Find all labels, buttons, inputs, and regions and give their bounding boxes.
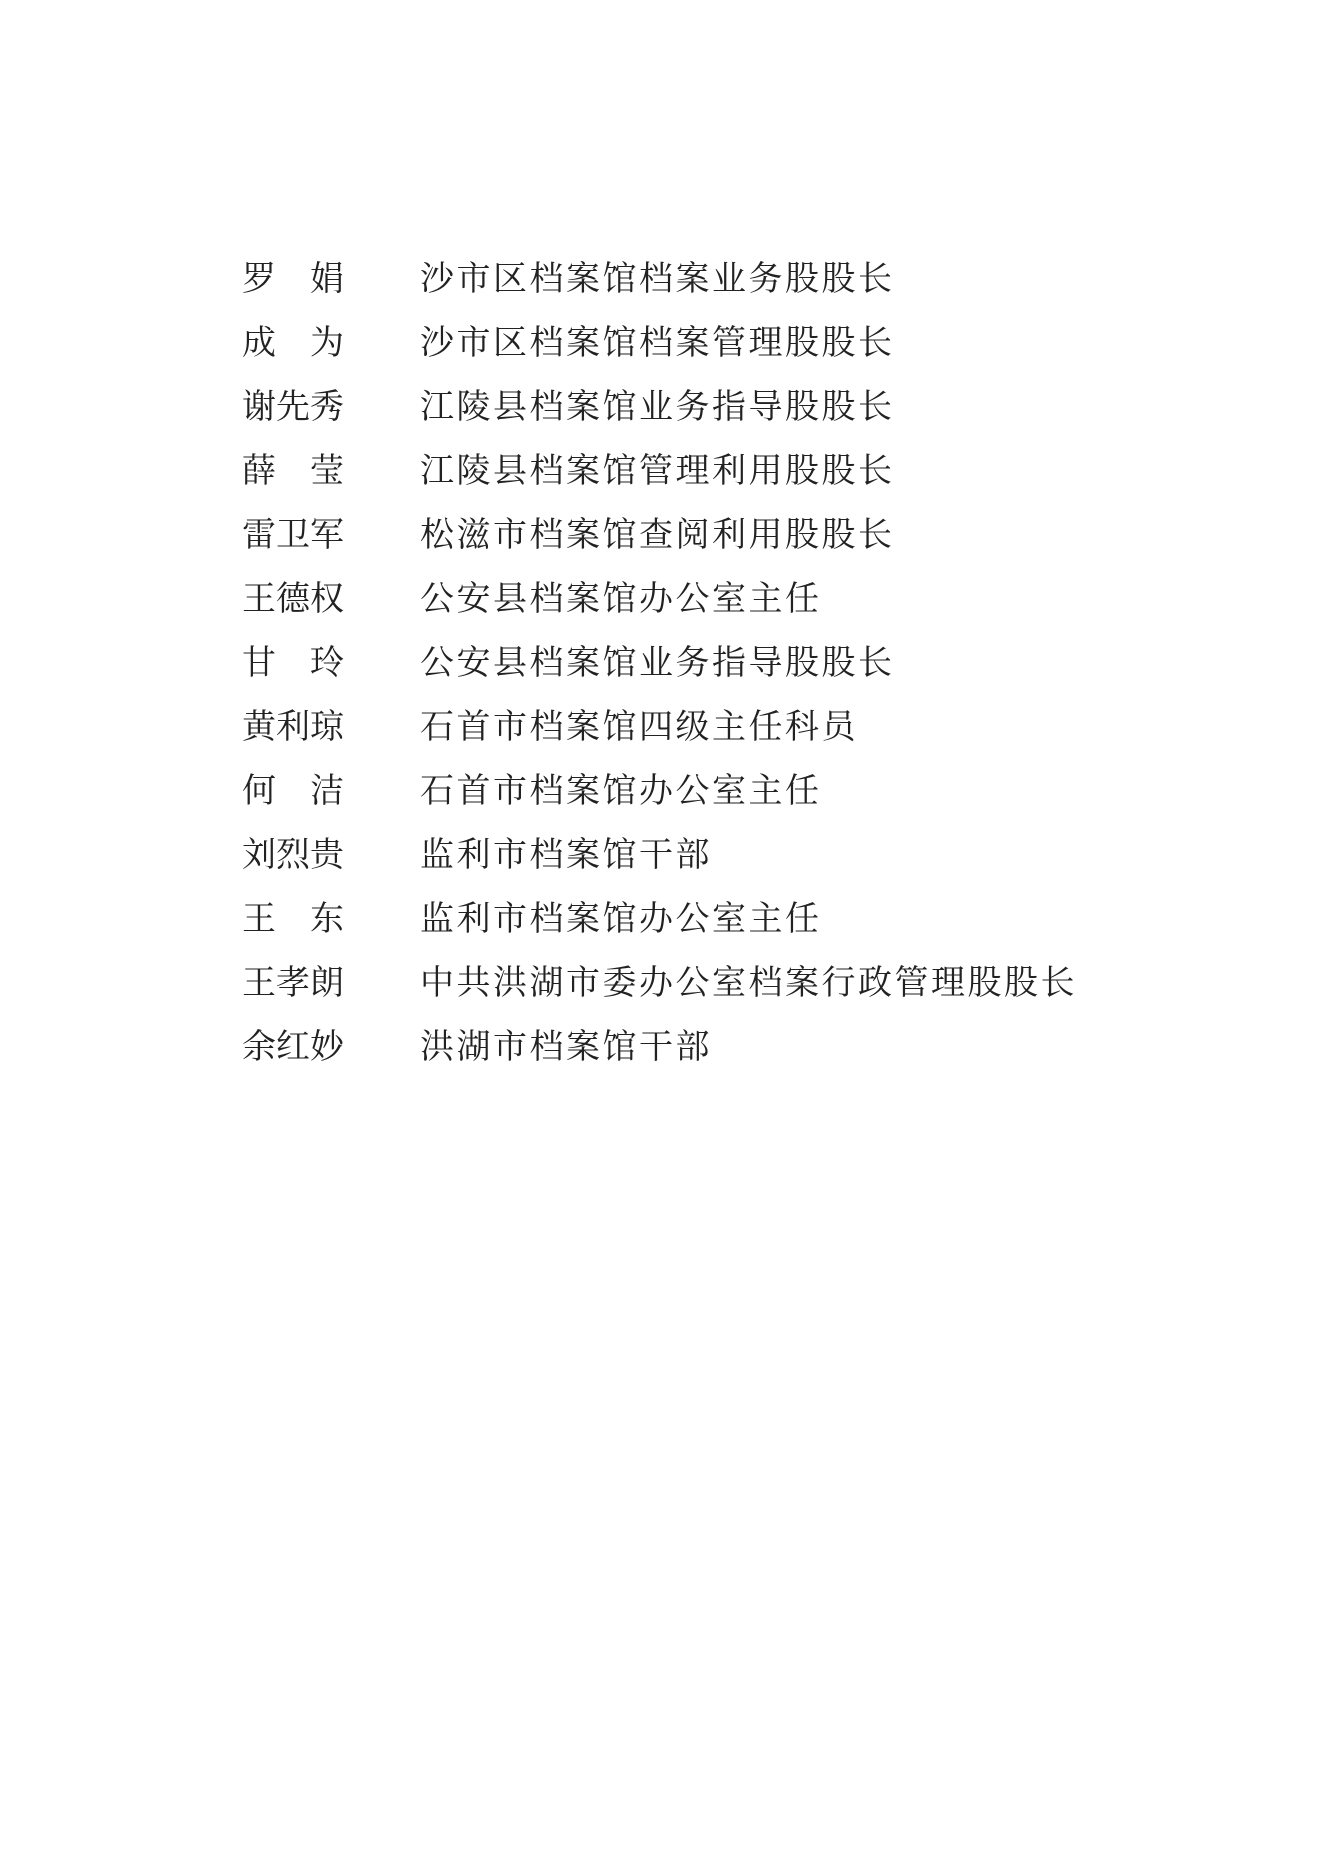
person-name: 王孝朗: [242, 962, 344, 1003]
person-position: 沙市区档案馆档案管理股股长: [420, 322, 895, 363]
person-position: 江陵县档案馆管理利用股股长: [420, 450, 895, 491]
list-item: [242, 371, 1077, 435]
person-name: 罗娟: [242, 258, 378, 299]
person-position: 江陵县档案馆业务指导股股长: [420, 386, 895, 427]
person-name: 甘玲: [242, 642, 378, 683]
list-item: [242, 1011, 1077, 1075]
list-item: [242, 755, 1077, 819]
person-name: 王东: [242, 898, 378, 939]
person-position: 石首市档案馆四级主任科员: [420, 706, 858, 747]
person-name: 王德权: [242, 578, 344, 619]
list-item: [242, 499, 1077, 563]
person-position: 监利市档案馆办公室主任: [420, 898, 822, 939]
person-name: 刘烈贵: [242, 834, 344, 875]
list-item: [242, 819, 1077, 883]
list-item: [242, 883, 1077, 947]
person-position: 中共洪湖市委办公室档案行政管理股股长: [420, 962, 1077, 1003]
person-name: 黄利琼: [242, 706, 344, 747]
person-name: 薛莹: [242, 450, 378, 491]
person-position: 公安县档案馆办公室主任: [420, 578, 822, 619]
list-item: [242, 947, 1077, 1011]
person-name: 雷卫军: [242, 514, 344, 555]
person-name: 余红妙: [242, 1026, 344, 1067]
person-position: 洪湖市档案馆干部: [420, 1026, 712, 1067]
person-position: 监利市档案馆干部: [420, 834, 712, 875]
person-position: 松滋市档案馆查阅利用股股长: [420, 514, 895, 555]
list-item: [242, 307, 1077, 371]
personnel-list: [242, 243, 1077, 1075]
list-item: [242, 243, 1077, 307]
person-name: 何洁: [242, 770, 378, 811]
person-position: 沙市区档案馆档案业务股股长: [420, 258, 895, 299]
person-name: 谢先秀: [242, 386, 344, 427]
list-item: [242, 563, 1077, 627]
person-position: 公安县档案馆业务指导股股长: [420, 642, 895, 683]
person-name: 成为: [242, 322, 378, 363]
list-item: [242, 627, 1077, 691]
person-position: 石首市档案馆办公室主任: [420, 770, 822, 811]
list-item: [242, 691, 1077, 755]
list-item: [242, 435, 1077, 499]
